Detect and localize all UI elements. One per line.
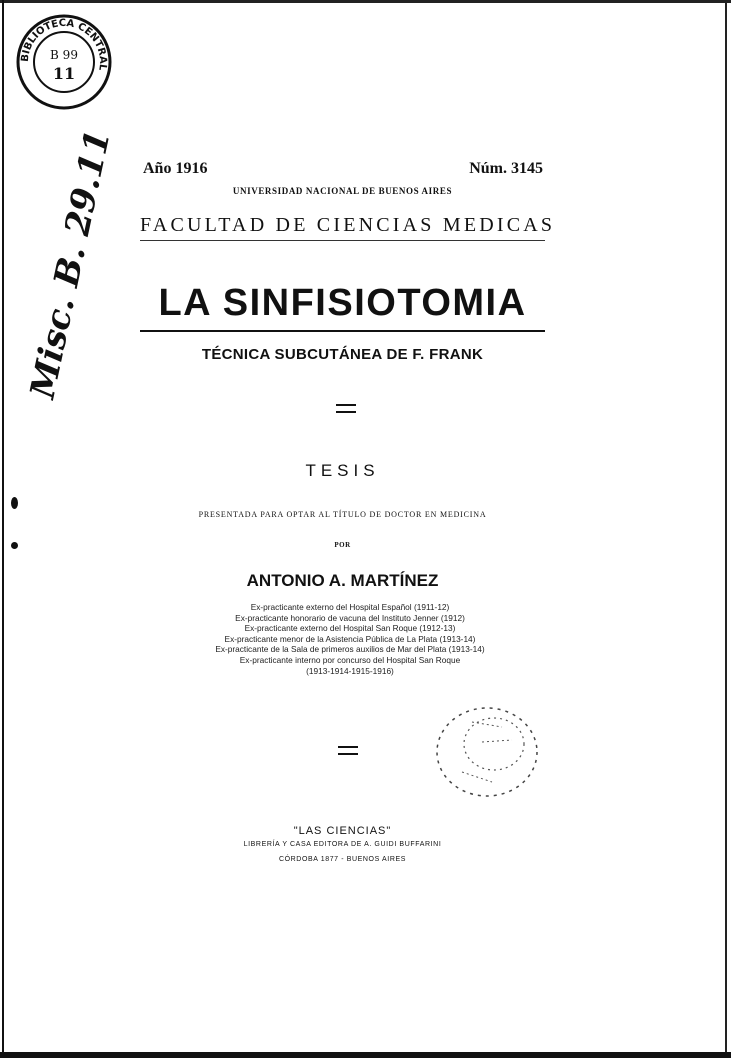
printer-name: "LAS CIENCIAS" xyxy=(293,825,392,837)
faded-seal-stamp xyxy=(432,702,542,802)
page-border-right xyxy=(725,0,727,1058)
presentation-line: PRESENTADA PARA OPTAR AL TÍTULO DE DOCTOR EN MEDICINA xyxy=(198,510,487,519)
por-label: POR xyxy=(334,541,351,549)
number-label: Núm. 3145 xyxy=(469,160,543,177)
page-border-top xyxy=(0,0,731,3)
printer-publisher: LIBRERÍA Y CASA EDITORA DE A. GUIDI BUFFARINI xyxy=(243,841,442,848)
credential-line: Ex-practicante honorario de vacuna del Instituto Jenner (1912) xyxy=(235,612,465,623)
stamp-inner-top: B 99 xyxy=(50,48,78,62)
page-border-bottom xyxy=(0,1052,731,1058)
tesis-heading: TESIS xyxy=(305,461,380,480)
faculty-name: FACULTAD DE CIENCIAS MEDICAS xyxy=(140,214,556,236)
thesis-subtitle: TÉCNICA SUBCUTÁNEA DE F. FRANK xyxy=(201,346,484,363)
title-rule xyxy=(140,330,545,332)
credential-line: Ex-practicante externo del Hospital San Roque (1912-13) xyxy=(244,623,456,634)
library-stamp xyxy=(14,12,114,112)
margin-dot xyxy=(11,497,18,509)
thesis-title: LA SINFISIOTOMIA xyxy=(158,282,527,324)
margin-dot xyxy=(11,542,18,549)
stamp-inner-bottom: 11 xyxy=(52,64,76,83)
credential-line: (1913-1914-1915-1916) xyxy=(306,665,394,676)
credential-line: Ex-practicante de la Sala de primeros auxilios de Mar del Plata (1913-14) xyxy=(215,644,485,655)
credential-line: Ex-practicante interno por concurso del Hospital San Roque xyxy=(239,654,461,665)
year-label: Año 1916 xyxy=(143,160,208,177)
university-name: UNIVERSIDAD NACIONAL DE BUENOS AIRES xyxy=(232,186,453,196)
author-credentials xyxy=(160,602,540,676)
handwritten-shelfmark xyxy=(8,126,119,410)
printer-address: CÓRDOBA 1877 - BUENOS AIRES xyxy=(278,856,407,863)
divider-rule xyxy=(140,240,545,241)
credential-line: Ex-practicante menor de la Asistencia Pública de La Plata (1913-14) xyxy=(224,633,476,644)
author-name: ANTONIO A. MARTÍNEZ xyxy=(246,571,439,590)
page-border-left xyxy=(2,0,4,1058)
stamp-ring-text: BIBLIOTECA CENTRAL xyxy=(19,17,109,72)
handwritten-shelfmark-text: Misc. B. 29.11 xyxy=(22,126,119,402)
credential-line: Ex-practicante externo del Hospital Español (1911-12) xyxy=(250,602,450,612)
